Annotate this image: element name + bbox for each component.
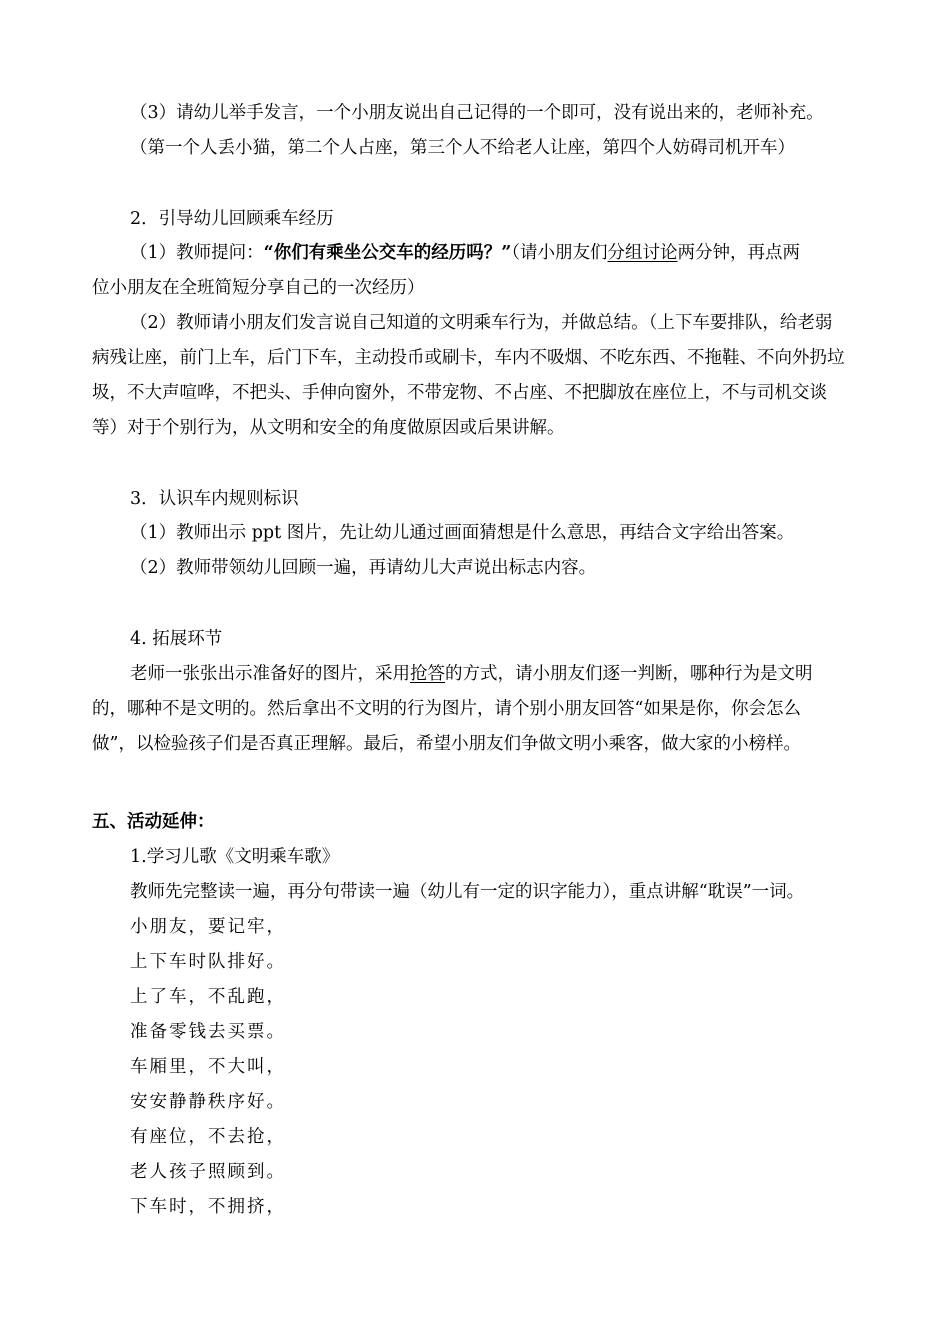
subsection-4-heading: 4. 拓展环节 xyxy=(130,629,223,649)
s4-line2: 的，哪种不是文明的。然后拿出不文明的行为图片，请个别小朋友回答“如果是你，你会怎么 xyxy=(92,699,801,719)
poem-line: 老人孩子照顾到。 xyxy=(130,1162,286,1182)
s2-p2-line3: 圾，不大声喧哗，不把头、手伸向窗外，不带宠物、不占座、不把脚放在座位上，不与司机交谈 xyxy=(92,383,827,403)
s2-p2-line1: （2）教师请小朋友们发言说自己知道的文明乘车行为，并做总结。（上下车要排队，给老弱 xyxy=(130,313,833,333)
poem-line: 安安静静秩序好。 xyxy=(130,1092,286,1112)
s2-p1-line2: 位小朋友在全班简短分享自己的一次经历） xyxy=(92,278,425,298)
s3-p2: （2）教师带领幼儿回顾一遍，再请幼儿大声说出标志内容。 xyxy=(130,558,597,578)
s4-line3: 做”，以检验孩子们是否真正理解。最后，希望小朋友们争做文明小乘客，做大家的小榜样。 xyxy=(92,734,801,754)
s2-p2-line2: 病残让座，前门上车，后门下车，主动投币或刷卡，车内不吸烟、不吃东西、不拖鞋、不向外扔垃 xyxy=(92,348,845,368)
item3-line2: （第一个人丢小猫，第二个人占座，第三个人不给老人让座，第四个人妨碍司机开车） xyxy=(130,138,795,158)
s4-line1-a: 老师一张张出示准备好的图片，采用 xyxy=(130,664,410,684)
s4-quick-answer: 抢答 xyxy=(410,664,445,684)
s4-line1-c: 的方式，请小朋友们逐一判断，哪种行为是文明 xyxy=(445,664,813,684)
s2-p1-question: “你们有乘坐公交车的经历吗？” xyxy=(263,243,512,263)
subsection-2-heading: 2．引导幼儿回顾乘车经历 xyxy=(130,209,334,229)
s2-p1-instruction: （请小朋友们 xyxy=(511,243,608,263)
s2-p2-line4: 等）对于个别行为，从文明和安全的角度做原因或后果讲解。 xyxy=(92,418,565,438)
poem-line: 下车时，不拥挤， xyxy=(130,1197,286,1217)
s2-p1-tail: 两分钟，再点两 xyxy=(677,243,801,263)
poem-line: 小朋友，要记牢， xyxy=(130,917,286,937)
s5-item1-title: 1.学习儿歌《文明乘车歌》 xyxy=(130,847,340,867)
poem-line: 上下车时队排好。 xyxy=(130,952,286,972)
poem-line: 上了车，不乱跑， xyxy=(130,987,286,1007)
s3-p1: （1）教师出示 ppt 图片，先让幼儿通过画面猜想是什么意思，再结合文字给出答案。 xyxy=(130,523,795,543)
item3-line1: （3）请幼儿举手发言，一个小朋友说出自己记得的一个即可，没有说出来的，老师补充。 xyxy=(130,103,824,123)
poem-line: 准备零钱去买票。 xyxy=(130,1022,286,1042)
s2-p1-prefix: （1）教师提问： xyxy=(130,243,264,263)
section-5-heading: 五、活动延伸： xyxy=(92,812,215,832)
poem-line: 车厢里，不大叫， xyxy=(130,1057,286,1077)
subsection-3-heading: 3．认识车内规则标识 xyxy=(130,489,299,509)
s5-item1-desc: 教师先完整读一遍，再分句带读一遍（幼儿有一定的识字能力），重点讲解“耽误”一词。 xyxy=(130,882,805,902)
poem-line: 有座位，不去抢， xyxy=(130,1127,286,1147)
s2-p1-group-discussion: 分组讨论 xyxy=(607,243,678,263)
s4-line1 xyxy=(130,662,813,686)
s2-p1-line1 xyxy=(130,241,857,265)
